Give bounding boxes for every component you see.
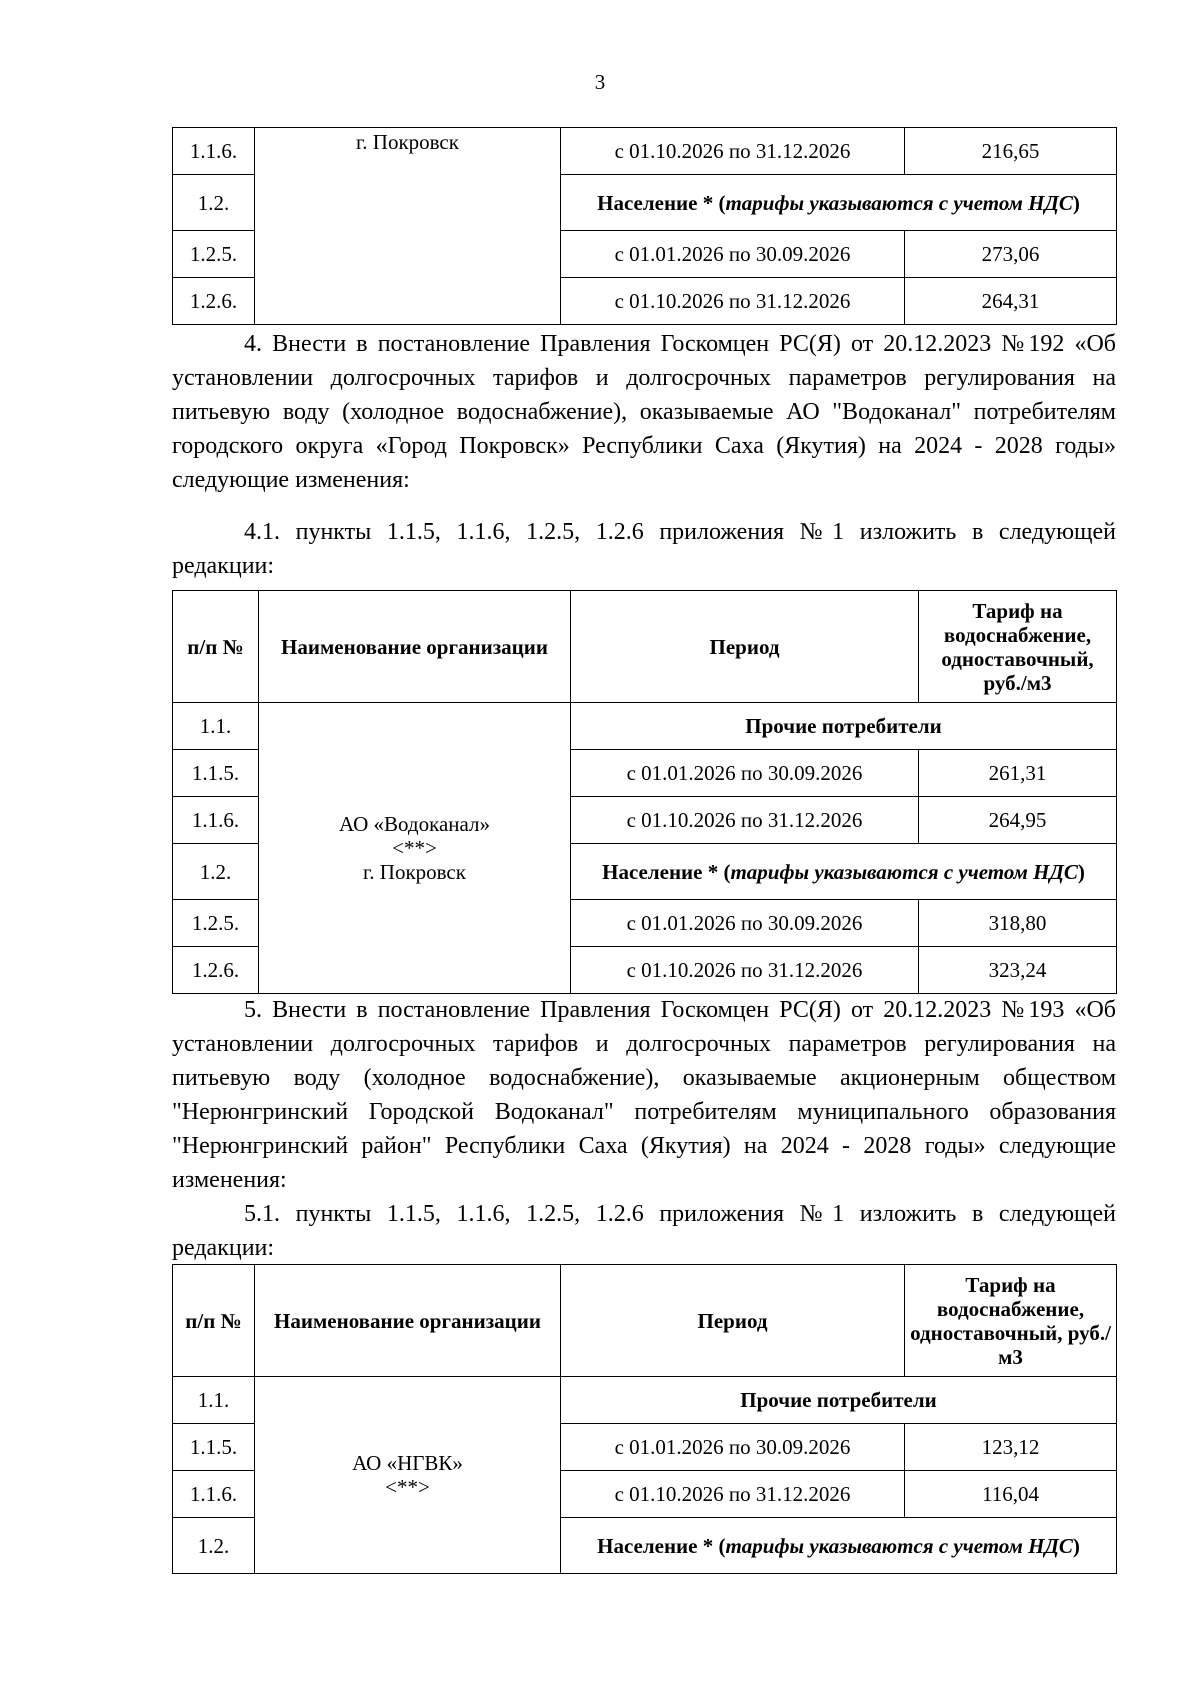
paragraph-4-1 (172, 515, 1116, 583)
header-org: Наименование организации (259, 591, 571, 703)
page-number: 3 (594, 70, 606, 94)
row-number: 1.1. (173, 703, 259, 750)
vat-note: тарифы указываются с учетом НДС (725, 1533, 1073, 1558)
organization-cell: г. Покровск (255, 128, 561, 325)
period-cell: с 01.10.2026 по 31.12.2026 (561, 278, 905, 325)
tariff-cell: 216,65 (905, 128, 1117, 175)
row-number: 1.2.5. (173, 231, 255, 278)
paragraph-4-1-text: 4.1. пункты 1.1.5, 1.1.6, 1.2.5, 1.2.6 приложения №1 изложить в следующей редакции: (172, 519, 1116, 579)
table-header-row (173, 1265, 1117, 1377)
period-cell: с 01.01.2026 по 30.09.2026 (561, 1424, 905, 1471)
other-consumers-header: Прочие потребители (561, 1377, 1117, 1424)
tariff-table-vodokanal (172, 590, 1117, 994)
closing-paren: ) (1072, 1533, 1080, 1558)
row-number: 1.1.5. (173, 1424, 255, 1471)
org-footnote-mark: <**> (392, 836, 437, 860)
vat-note: тарифы указываются с учетом НДС (730, 859, 1078, 884)
tariff-cell: 123,12 (905, 1424, 1117, 1471)
org-city: г. Покровск (363, 860, 466, 884)
tariff-cell: 323,24 (919, 947, 1117, 994)
tariff-cell: 264,95 (919, 797, 1117, 844)
org-name: АО «НГВК» (352, 1451, 463, 1475)
tariff-cell: 273,06 (905, 231, 1117, 278)
population-section-header (561, 1518, 1117, 1574)
table-header-row (173, 591, 1117, 703)
header-period: Период (571, 591, 919, 703)
row-number: 1.2. (173, 1518, 255, 1574)
table-row (173, 703, 1117, 750)
period-cell: с 01.01.2026 по 30.09.2026 (561, 231, 905, 278)
organization-cell (259, 703, 571, 994)
other-consumers-header: Прочие потребители (571, 703, 1117, 750)
row-number: 1.1.6. (173, 128, 255, 175)
org-footnote-mark: <**> (385, 1475, 430, 1499)
period-cell: с 01.01.2026 по 30.09.2026 (571, 750, 919, 797)
header-tariff: Тариф на водоснабжение, одноставочный, руб./м3 (905, 1265, 1117, 1377)
period-cell: с 01.10.2026 по 31.12.2026 (561, 128, 905, 175)
row-number: 1.1.6. (173, 1471, 255, 1518)
tariff-table-continued (172, 127, 1117, 325)
table-row (173, 1377, 1117, 1424)
paragraph-5-text: 5. Внести в постановление Правления Госкомцен РС(Я) от 20.12.2023 №193 «Об установлении долгосрочных тарифов и долгосрочных параметров регулирования на питьевую воду (холодное водоснабжение), оказываемые акционерным обществом "Нерюнгринский Городской Водоканал" потребителям муниципального образования "Нерюнгринский район" Республики Саха (Якутия) на 2024 - 2028 годы» следующие изменения: (172, 997, 1116, 1193)
row-number: 1.2.6. (173, 947, 259, 994)
header-tariff: Тариф на водоснабжение, одноставочный, руб./м3 (919, 591, 1117, 703)
row-number: 1.2.5. (173, 900, 259, 947)
organization-cell (255, 1377, 561, 1574)
tariff-cell: 264,31 (905, 278, 1117, 325)
tariff-table-ngvk (172, 1264, 1117, 1574)
paragraph-4 (172, 327, 1116, 497)
period-cell: с 01.10.2026 по 31.12.2026 (561, 1471, 905, 1518)
population-label: Население * ( (597, 190, 726, 215)
population-label: Население * ( (602, 859, 731, 884)
paragraph-5 (172, 993, 1116, 1197)
closing-paren: ) (1072, 190, 1080, 215)
population-section-header (561, 175, 1117, 231)
row-number: 1.1.5. (173, 750, 259, 797)
row-number: 1.2. (173, 844, 259, 900)
population-section-header (571, 844, 1117, 900)
tariff-cell: 261,31 (919, 750, 1117, 797)
period-cell: с 01.10.2026 по 31.12.2026 (571, 947, 919, 994)
table-row (173, 128, 1117, 175)
vat-note: тарифы указываются с учетом НДС (725, 190, 1073, 215)
tariff-cell: 116,04 (905, 1471, 1117, 1518)
header-num: п/п № (173, 591, 259, 703)
row-number: 1.2.6. (173, 278, 255, 325)
paragraph-4-text: 4. Внести в постановление Правления Госкомцен РС(Я) от 20.12.2023 №192 «Об установлении долгосрочных тарифов и долгосрочных параметров регулирования на питьевую воду (холодное водоснабжение), оказываемые АО "Водоканал" потребителям городского округа «Город Покровск» Республики Саха (Якутия) на 2024 - 2028 годы» следующие изменения: (172, 331, 1116, 493)
header-num: п/п № (173, 1265, 255, 1377)
paragraph-5-1 (172, 1197, 1116, 1265)
row-number: 1.2. (173, 175, 255, 231)
header-org: Наименование организации (255, 1265, 561, 1377)
header-period: Период (561, 1265, 905, 1377)
period-cell: с 01.01.2026 по 30.09.2026 (571, 900, 919, 947)
row-number: 1.1.6. (173, 797, 259, 844)
closing-paren: ) (1077, 859, 1085, 884)
org-name: АО «Водоканал» (338, 812, 491, 836)
tariff-cell: 318,80 (919, 900, 1117, 947)
period-cell: с 01.10.2026 по 31.12.2026 (571, 797, 919, 844)
row-number: 1.1. (173, 1377, 255, 1424)
population-label: Население * ( (597, 1533, 726, 1558)
paragraph-5-1-text: 5.1. пункты 1.1.5, 1.1.6, 1.2.5, 1.2.6 приложения №1 изложить в следующей редакции: (172, 1201, 1116, 1261)
